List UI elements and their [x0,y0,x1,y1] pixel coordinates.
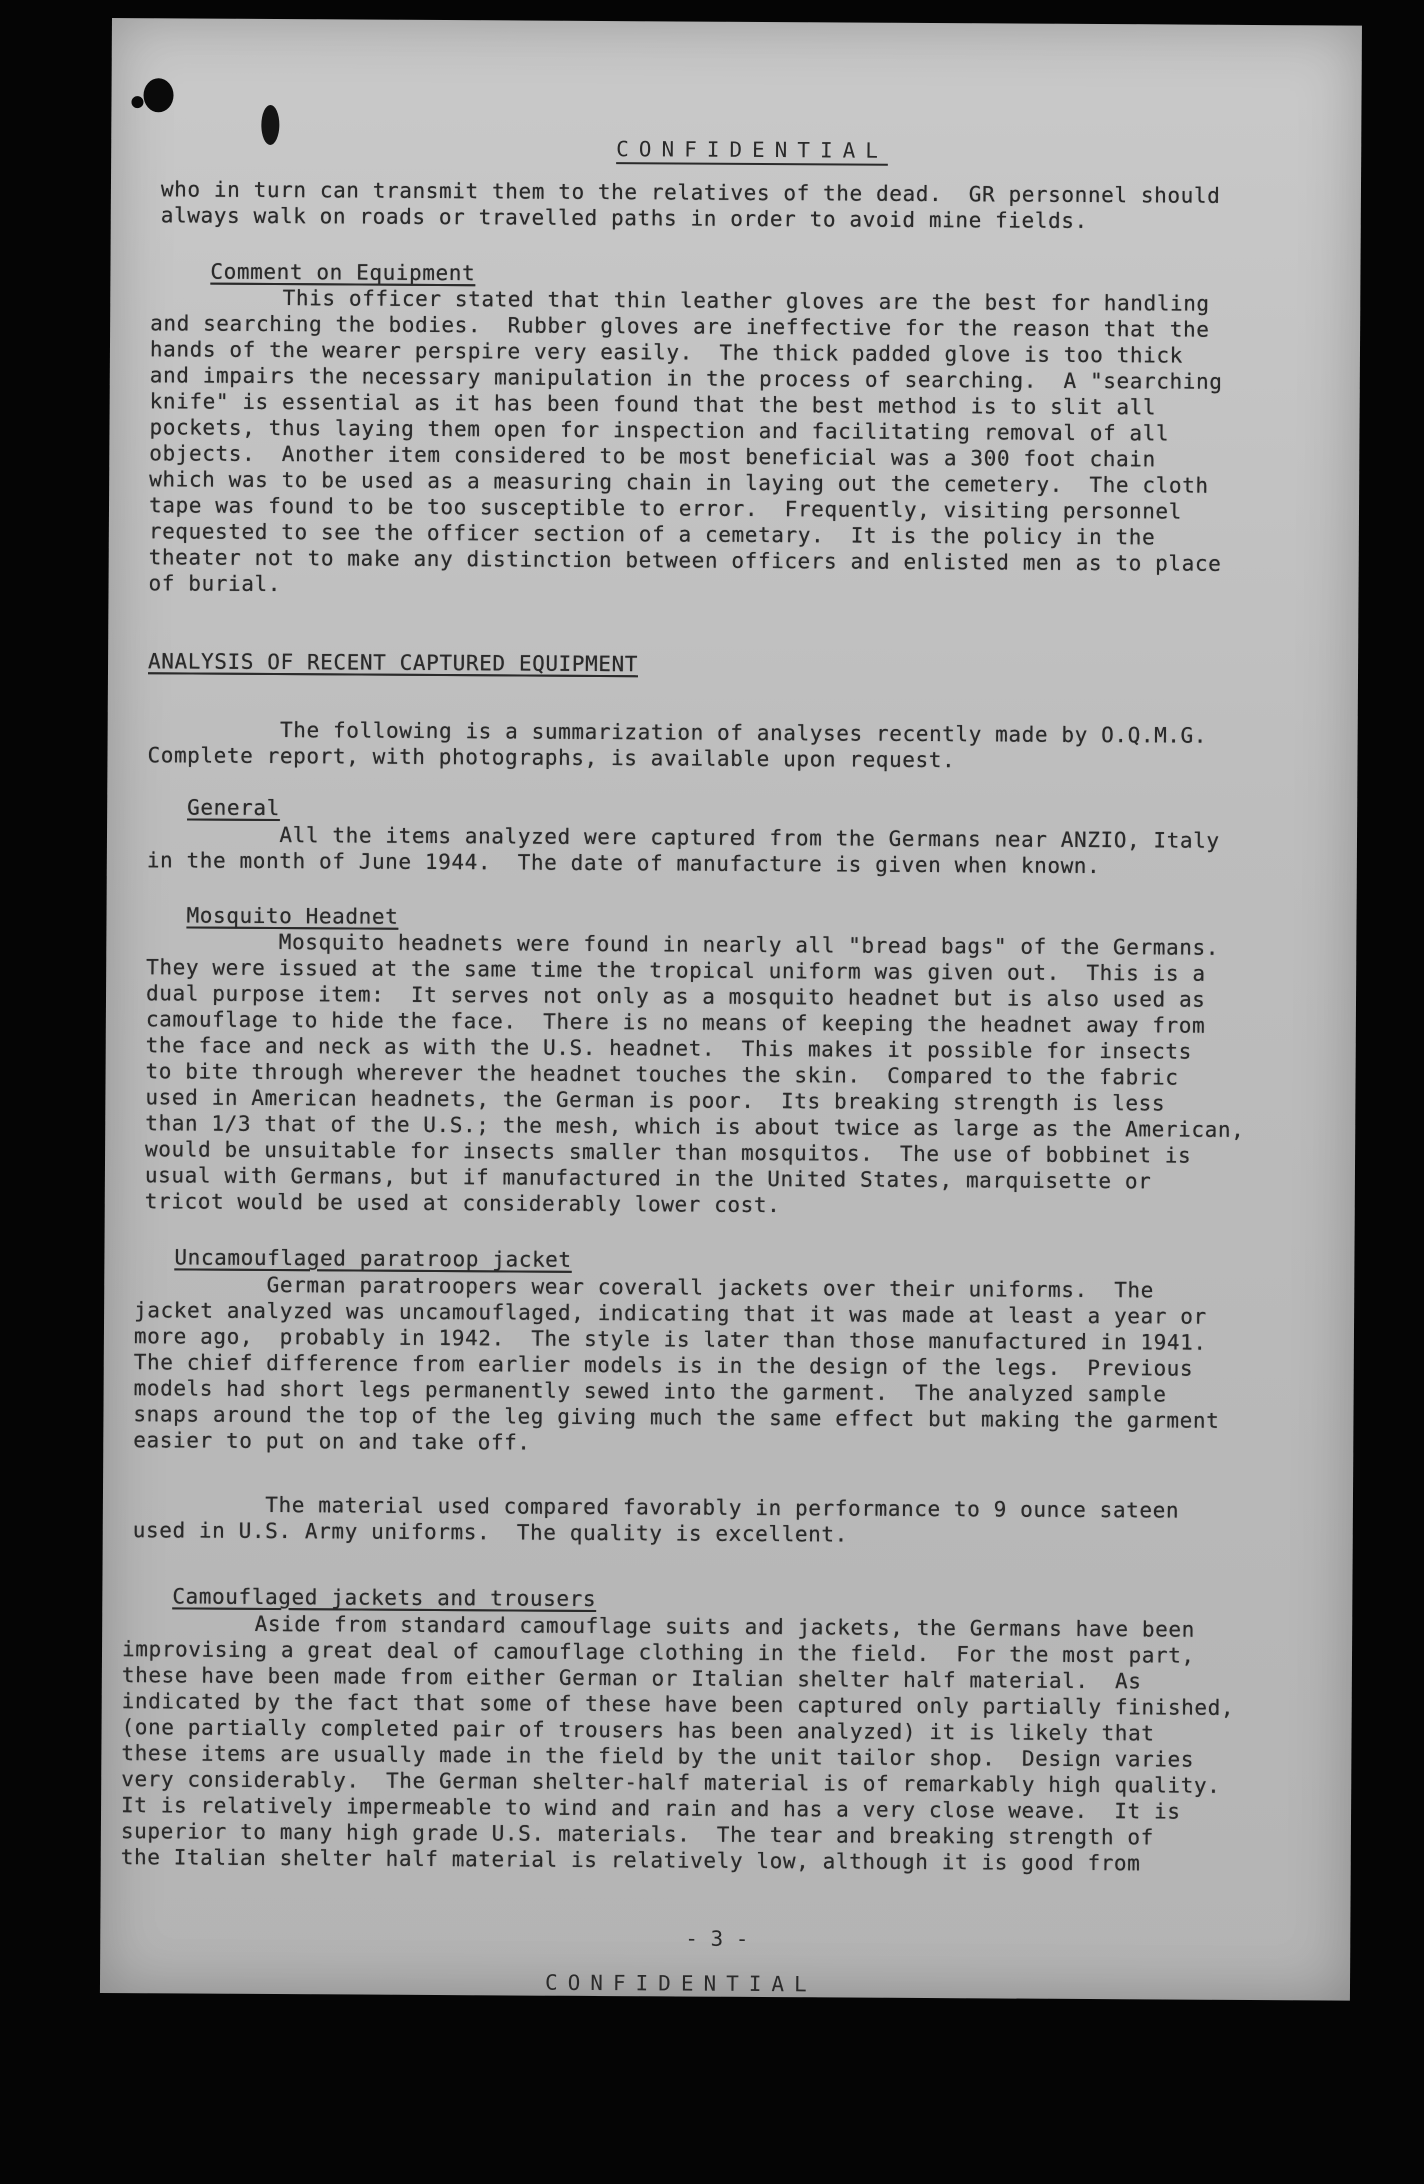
paragraph-line: The material used compared favorably in performance to 9 ounce sateen [132,1492,1180,1523]
paragraph-line: used in U.S. Army uniforms. The quality is excellent. [132,1518,848,1547]
paragraph-line: very considerably. The German shelter-half material is of remarkably high quality. [121,1767,1221,1798]
paragraph-line: jacket analyzed was uncamouflaged, indicating that it was made at least a year or [134,1298,1207,1329]
section-heading-equipment: Comment on Equipment [210,259,476,286]
paragraph-line: tricot would be used at considerably lower cost. [144,1189,781,1218]
paragraph-line: hands of the wearer perspire very easily. The thick padded glove is too thick [149,337,1184,368]
paragraph-line: objects. Another item considered to be most beneficial was a 300 foot chain [149,441,1156,472]
section-heading-analysis: ANALYSIS OF RECENT CAPTURED EQUIPMENT [147,649,639,677]
section-heading-jacket: Uncamouflaged paratroop jacket [174,1245,572,1272]
paragraph-line: easier to put on and take off. [133,1428,531,1455]
section-heading-headnet: Mosquito Headnet [186,903,399,929]
paragraph-line: This officer stated that thin leather gloves are the best for handling [150,285,1210,316]
paragraph-line: to bite through wherever the headnet touches the skin. Compared to the fabric [145,1059,1179,1090]
paragraph-line: more ago, probably in 1942. The style is later than those manufactured in 1941. [133,1324,1207,1355]
paragraph-line: snaps around the top of the leg giving much the same effect but making the garment [133,1402,1220,1433]
paragraph-line: German paratroopers wear coverall jackets over their uniforms. The [134,1272,1155,1303]
paragraph-line: and impairs the necessary manipulation in the process of searching. A "searching [149,363,1223,394]
page-number: - 3 - [685,1926,749,1951]
intro-line: always walk on roads or travelled paths in order to avoid mine fields. [160,203,1088,233]
header-classification: CONFIDENTIAL [616,137,888,163]
paragraph-line: improvising a great deal of camouflage clothing in the field. For the most part, [121,1637,1195,1668]
paragraph-line: Aside from standard camouflage suits and jackets, the Germans have been [122,1611,1195,1642]
paragraph-line: Complete report, with photographs, is available upon request. [147,743,956,773]
paragraph-line: the Italian shelter half material is relatively low, although it is good from [120,1845,1141,1876]
paragraph-line: the face and neck as with the U.S. headnet. This makes it possible for insects [145,1033,1192,1064]
section-heading-camouflaged: Camouflaged jackets and trousers [172,1584,597,1611]
paragraph-line: All the items analyzed were captured from the Germans near ANZIO, Italy [146,822,1220,853]
paragraph-line: would be unsuitable for insects smaller than mosquitos. The use of bobbinet is [145,1137,1192,1168]
paragraph-line: these have been made from either German or Italian shelter half material. As [121,1663,1142,1694]
paragraph-line: these items are usually made in the field by the unit tailor shop. Design varies [121,1741,1195,1772]
paragraph-line: The following is a summarization of analyses recently made by O.Q.M.G. [147,717,1208,748]
paragraph-line: tape was found to be too susceptible to error. Frequently, visiting personnel [148,493,1183,524]
paragraph-line: Mosquito headnets were found in nearly all "bread bags" of the Germans. [146,929,1220,960]
footer-classification: CONFIDENTIAL [544,1970,817,1997]
intro-line: who in turn can transmit them to the relatives of the dead. GR personnel should [160,177,1221,208]
paragraph-line: usual with Germans, but if manufactured in the United States, marquisette or [144,1163,1152,1194]
paragraph-line: theater not to make any distinction between officers and enlisted men as to place [148,545,1222,576]
paragraph-line: (one partially completed pair of trousers has been analyzed) it is likely that [121,1715,1155,1746]
paragraph-line: They were issued at the same time the tropical uniform was given out. This is a [146,955,1206,986]
ink-blot [143,78,173,112]
paragraph-line: which was to be used as a measuring chain in laying out the cemetery. The cloth [149,467,1209,498]
paragraph-line: superior to many high grade U.S. materials. The tear and breaking strength of [120,1819,1154,1850]
ink-blot [261,105,279,145]
paragraph-line: used in American headnets, the German is poor. Its breaking strength is less [145,1085,1166,1116]
paragraph-line: than 1/3 that of the U.S.; the mesh, which is about twice as large as the American, [145,1111,1245,1142]
paragraph-line: models had short legs permanently sewed into the garment. The analyzed sample [133,1376,1167,1407]
section-heading-general: General [187,795,280,821]
paragraph-line: dual purpose item: It serves not only as a mosquito headnet but is also used as [145,981,1206,1012]
paragraph-line: indicated by the fact that some of these have been captured only partially finished, [121,1689,1235,1720]
paragraph-line: It is relatively impermeable to wind and rain and has a very close weave. It is [121,1793,1181,1824]
ink-blot [131,96,143,108]
paragraph-line: The chief difference from earlier models is in the design of the legs. Previous [133,1350,1194,1381]
paragraph-line: requested to see the officer section of a cemetary. It is the policy in the [148,519,1156,550]
paragraph-line: knife" is essential as it has been found that the best method is to slit all [149,389,1157,420]
document-page [100,18,1362,2001]
paragraph-line: pockets, thus laying them open for inspection and facilitating removal of all [149,415,1170,446]
paragraph-line: of burial. [148,571,282,597]
paragraph-line: camouflage to hide the face. There is no means of keeping the headnet away from [145,1007,1206,1038]
paragraph-line: in the month of June 1944. The date of manufacture is given when known. [146,848,1101,879]
paragraph-line: and searching the bodies. Rubber gloves are ineffective for the reason that the [150,311,1210,342]
